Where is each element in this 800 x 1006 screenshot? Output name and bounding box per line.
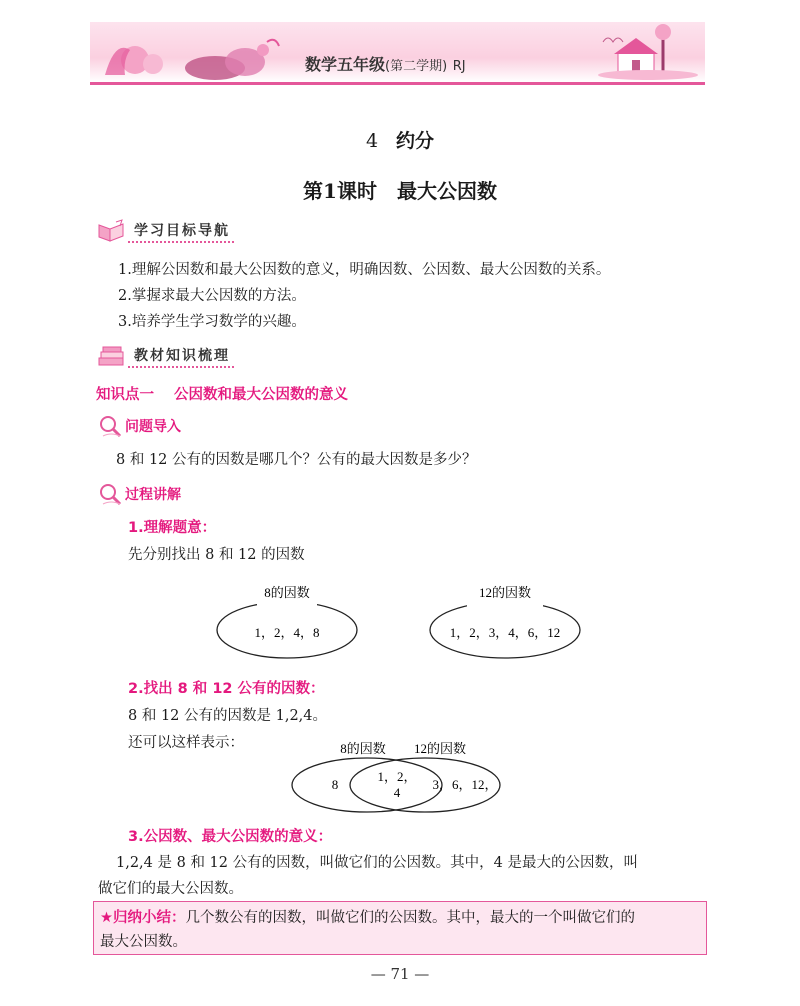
venn-only-12: 3，6，12， xyxy=(432,777,498,792)
set-8-values: 1，2，4，8 xyxy=(254,625,320,640)
magnifier-icon xyxy=(98,414,122,438)
knowledge-heading xyxy=(96,342,234,370)
header-decoration-left xyxy=(95,30,285,80)
set-12-label: 12的因数 xyxy=(478,585,532,600)
summary-text-1: 几个数公有的因数，叫做它们的公因数。其中，最大的一个叫做它们的 xyxy=(185,910,635,926)
objective-item-3: 3.培养学生学习数学的兴趣。 xyxy=(118,314,306,330)
lesson-title: 第1课时 最大公因数 xyxy=(303,179,497,203)
step2-text: 8 和 12 公有的因数是 1,2,4。 xyxy=(128,708,328,724)
summary-line-2: 最大公因数。 xyxy=(100,934,187,950)
objectives-heading-label: 学习目标导航 xyxy=(128,220,234,243)
step3-line-1: 1,2,4 是 8 和 12 公有的因数，叫做它们的公因数。其中，4 是最大的公因数，叫 xyxy=(116,855,638,871)
set-12-values: 1，2，3，4，6，12 xyxy=(449,625,561,640)
venn-common-top: 1，2， xyxy=(377,769,417,784)
header-grade: 数学五年级 xyxy=(305,55,386,74)
question-text: 8 和 12 公有的因数是哪几个？公有的最大因数是多少？ xyxy=(116,452,477,468)
book-icon xyxy=(96,219,126,243)
summary-label: ★归纳小结： xyxy=(100,910,186,926)
step1-text: 先分别找出 8 和 12 的因数 xyxy=(128,547,305,563)
page-number: — 71 — xyxy=(370,965,430,983)
knowledge-point-title xyxy=(96,383,348,404)
process-heading-label: 过程讲解 xyxy=(125,487,181,503)
question-heading-label: 问题导入 xyxy=(125,419,181,435)
venn-ellipse-8 xyxy=(292,758,442,812)
step1-title: 1.理解题意： xyxy=(128,520,217,536)
venn-only-8: 8 xyxy=(331,777,339,792)
venn-label-8: 8的因数 xyxy=(340,741,386,756)
venn-diagram xyxy=(285,735,505,815)
objective-item-2: 2.掌握求最大公因数的方法。 xyxy=(118,288,306,304)
summary-line-1 xyxy=(100,906,635,927)
venn-label-12: 12的因数 xyxy=(413,741,467,756)
chapter-name: 约分 xyxy=(396,130,435,152)
header-decoration-right xyxy=(598,20,703,80)
venn-common-bottom: 4 xyxy=(393,785,401,800)
knowledge-heading-label: 教材知识梳理 xyxy=(128,345,234,368)
objectives-heading xyxy=(96,217,234,245)
step2-alt-text: 还可以这样表示： xyxy=(128,735,244,751)
header-title xyxy=(305,52,466,75)
question-heading xyxy=(98,414,181,438)
objective-item-1: 1.理解公因数和最大公因数的意义，明确因数、公因数、最大公因数的关系。 xyxy=(118,262,611,278)
magnifier-icon xyxy=(98,482,122,506)
process-heading xyxy=(98,482,181,506)
header-edition: RJ xyxy=(452,59,466,74)
factor-sets-diagram xyxy=(205,575,595,665)
set-8-label: 8的因数 xyxy=(264,585,310,600)
books-stack-icon xyxy=(96,344,126,368)
summary-box xyxy=(93,901,707,955)
header-term: (第二学期) xyxy=(385,59,448,74)
step2-title: 2.找出 8 和 12 公有的因数： xyxy=(128,681,325,697)
knowledge-point-name: 公因数和最大公因数的意义 xyxy=(174,387,348,403)
step3-title: 3.公因数、最大公因数的意义： xyxy=(128,829,333,845)
knowledge-point-label: 知识点一 xyxy=(96,387,154,403)
step3-line-2: 做它们的最大公因数。 xyxy=(98,881,243,897)
chapter-number: 4 xyxy=(365,130,379,152)
chapter-title xyxy=(0,126,800,153)
